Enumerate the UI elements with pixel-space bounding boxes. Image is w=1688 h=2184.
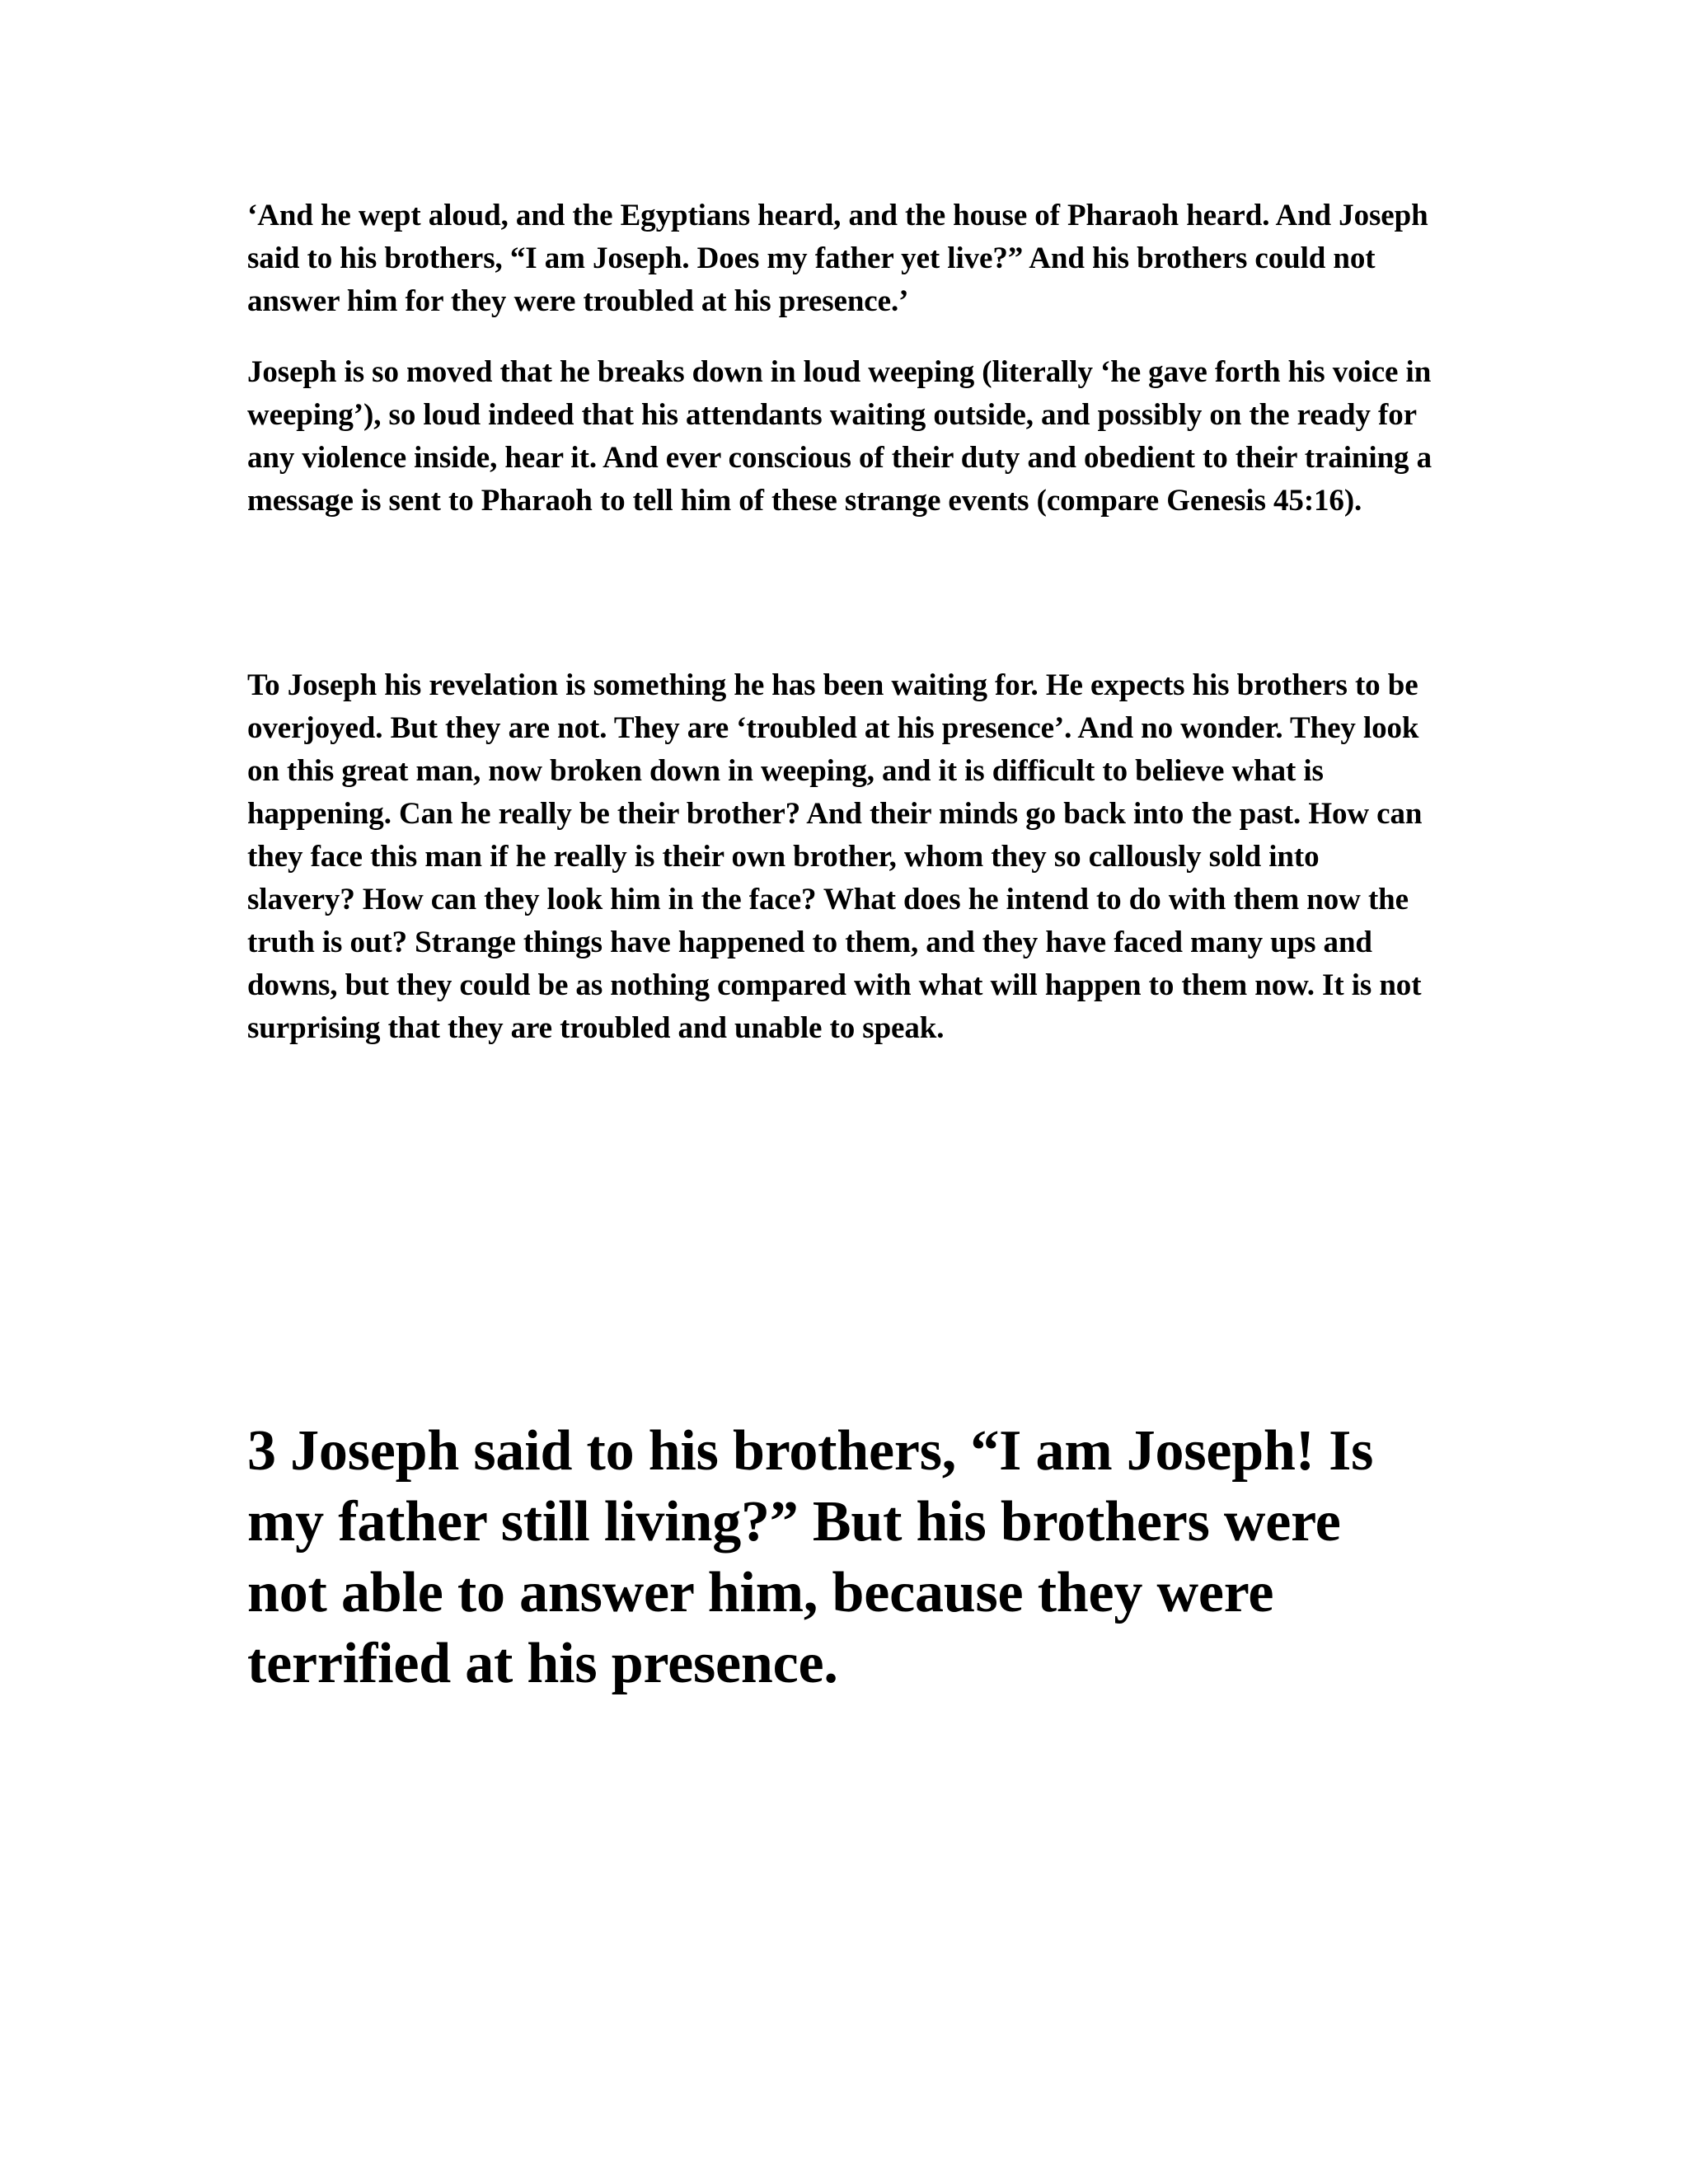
- commentary-paragraph-weeping: Joseph is so moved that he breaks down in loud weeping (literally ‘he gave forth his voice in weeping’), so loud indeed that his attendants waiting outside, and possibly on the ready for any violence inside, hear it. And ever conscious of their duty and obedient to their training a message is sent to Pharaoh to tell him of these strange events (compare Genesis 45:16).: [247, 355, 1432, 518]
- verse-heading: 3 Joseph said to his brothers, “I am Joseph! Is my father still living?” But his brothers were not able to answer him, because they were terrified at his presence.: [247, 1419, 1374, 1695]
- commentary-quote-paragraph: ‘And he wept aloud, and the Egyptians heard, and the house of Pharaoh heard. And Joseph said to his brothers, “I am Joseph. Does my father yet live?” And his brothers could not answer him for they were troubled at his presence.’: [247, 199, 1428, 318]
- commentary-paragraph-revelation: To Joseph his revelation is something he has been waiting for. He expects his brothers to be overjoyed. But they are not. They are ‘troubled at his presence’. And no wonder. They look on this great man, now broken down in weeping, and it is difficult to believe what is happening. Can he really be their brother? And their minds go back into the past. How can they face this man if he really is their own brother, whom they so callously sold into slavery? How can they look him in the face? What does he intend to do with them now the truth is out? Strange things have happened to them, and they have faced many ups and downs, but they could be as nothing compared with what will happen to them now. It is not surprising that they are troubled and unable to speak.: [247, 668, 1423, 1045]
